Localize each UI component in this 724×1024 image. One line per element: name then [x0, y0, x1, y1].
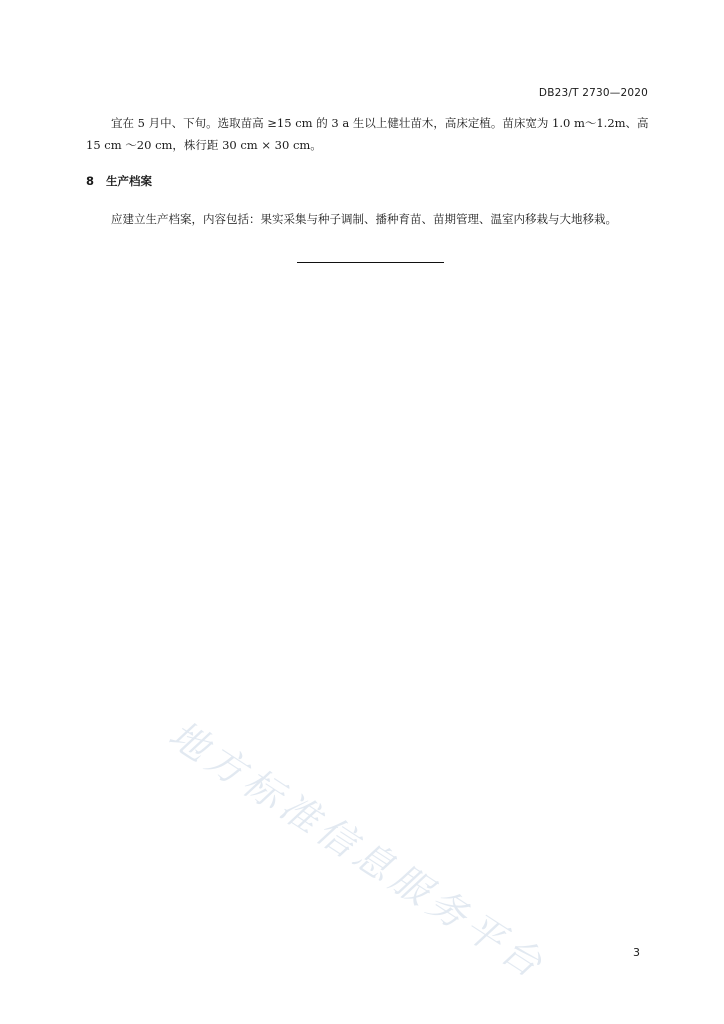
records-paragraph [86, 208, 660, 230]
end-of-document-rule [297, 262, 444, 263]
standard-code-header: DB23/T 2730—2020 [538, 87, 648, 99]
watermark: 地方标准信息服务平台 [161, 711, 555, 989]
section-number: 8 [86, 174, 95, 188]
records-paragraph-text: 应建立生产档案，内容包括：果实采集与种子调制、播种育苗、苗期管理、温室内移栽与大地移栽。 [111, 212, 617, 226]
page-number: 3 [633, 946, 640, 959]
section-heading [86, 173, 152, 189]
planting-paragraph-text: 宜在 5 月中、下旬。选取苗高 ≥15 cm 的 3 a 生以上健壮苗木，高床定植。苗床宽为 1.0 m～1.2m、高 15 cm ～20 cm，株行距 30 cm × 30 cm。 [86, 116, 649, 152]
planting-paragraph [86, 112, 660, 156]
section-title: 生产档案 [106, 174, 152, 188]
